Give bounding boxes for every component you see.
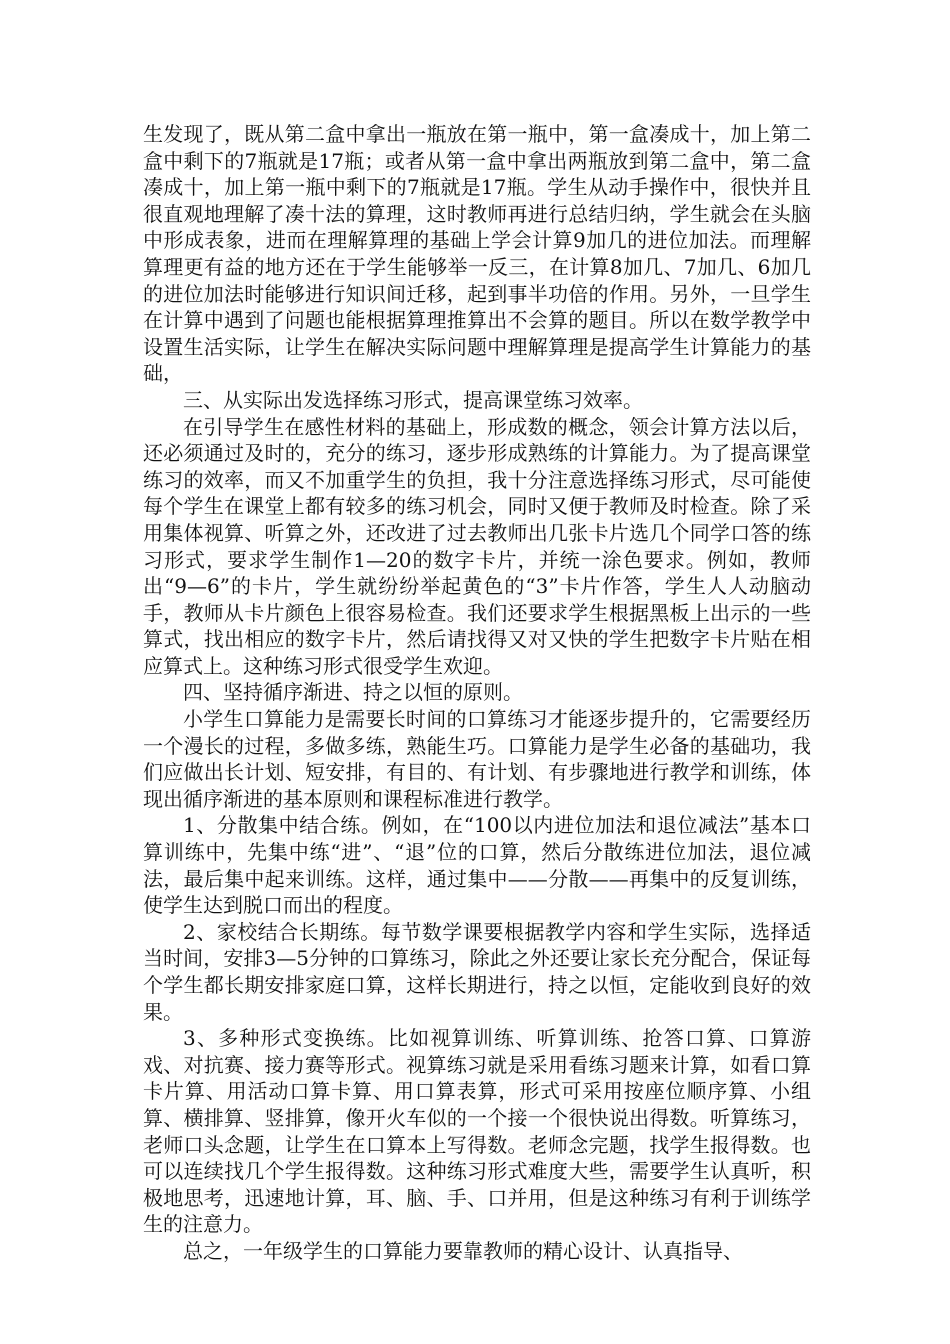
paragraph-practice-forms: 在引导学生在感性材料的基础上，形成数的概念，领会计算方法以后，还必须通过及时的，充分的练习，逐步形成熟练的计算能力。为了提高课堂练习的效率，而又不加重学生的负担，我十分注意选择练习形式，尽可能使每个学生在课堂上都有较多的练习机会，同时又便于教师及时检查。除了采用集体视算、听算之外，还改进了过去教师出几张卡片选几个同学口答的练习形式，要求学生制作1—20的数字卡片，并统一涂色要求。例如，教师出“9—6”的卡片，学生就纷纷举起黄色的“3”卡片作答，学生人人动脑动手，教师从卡片颜色上很容易检查。我们还要求学生根据黑板上出示的一些算式，找出相应的数字卡片，然后请找得又对又快的学生把数字卡片贴在相应算式上。这种练习形式很受学生欢迎。 xyxy=(143,414,811,678)
paragraph-point-1: 1、分散集中结合练。例如，在“100以内进位加法和退位减法”基本口算训练中，先集中练“进”、“退”位的口算，然后分散练进位加法，退位减法，最后集中起来训练。这样，通过集中——分散——再集中的反复训练，使学生达到脱口而出的程度。 xyxy=(143,813,811,918)
paragraph-point-2: 2、家校结合长期练。每节数学课要根据教学内容和学生实际，选择适当时间，安排3—5分钟的口算练习，除此之外还要让家长充分配合，保证每个学生都长期安排家庭口算，这样长期进行，持之以恒，定能收到良好的效果。 xyxy=(143,919,811,1024)
paragraph-gradual-principle: 小学生口算能力是需要长时间的口算练习才能逐步提升的，它需要经历一个漫长的过程，多做多练，熟能生巧。口算能力是学生必备的基础功，我们应做出长计划、短安排，有目的、有计划、有步骤地进行教学和训练，体现出循序渐进的基本原则和课程标准进行教学。 xyxy=(143,707,811,811)
paragraph-conclusion: 总之，一年级学生的口算能力要靠教师的精心设计、认真指导、 xyxy=(183,1238,743,1263)
section-heading-3: 三、从实际出发选择练习形式，提高课堂练习效率。 xyxy=(183,387,643,412)
paragraph-point-3: 3、多种形式变换练。比如视算训练、听算训练、抢答口算、口算游戏、对抗赛、接力赛等形式。视算练习就是采用看练习题来计算，如看口算卡片算、用活动口算卡算、用口算表算，形式可采用按座位顺序算、小组算、横排算、竖排算，像开火车似的一个接一个很快说出得数。听算练习，老师口头念题，让学生在口算本上写得数。老师念完题，找学生报得数。也可以连续找几个学生报得数。这种练习形式难度大些，需要学生认真听，积极地思考，迅速地计算，耳、脑、手、口并用，但是这种练习有利于训练学生的注意力。 xyxy=(143,1026,811,1237)
paragraph-continuation: 生发现了，既从第二盒中拿出一瓶放在第一瓶中，第一盒凑成十，加上第二盒中剩下的7瓶就是17瓶；或者从第一盒中拿出两瓶放到第二盒中，第二盒凑成十，加上第一瓶中剩下的7瓶就是17瓶。学生从动手操作中，很快并且很直观地理解了凑十法的算理，这时教师再进行总结归纳，学生就会在头脑中形成表象，进而在理解算理的基础上学会计算9加几的进位加法。而理解算理更有益的地方还在于学生能够举一反三，在计算8加几、7加几、6加几的进位加法时能够进行知识间迁移，起到事半功倍的作用。另外，一旦学生在计算中遇到了问题也能根据算理推算出不会算的题目。所以在数学教学中设置生活实际，让学生在解决实际问题中理解算理是提高学生计算能力的基础， xyxy=(143,122,811,386)
document-body xyxy=(143,121,811,1265)
section-heading-4: 四、坚持循序渐进、持之以恒的原则。 xyxy=(183,680,523,705)
